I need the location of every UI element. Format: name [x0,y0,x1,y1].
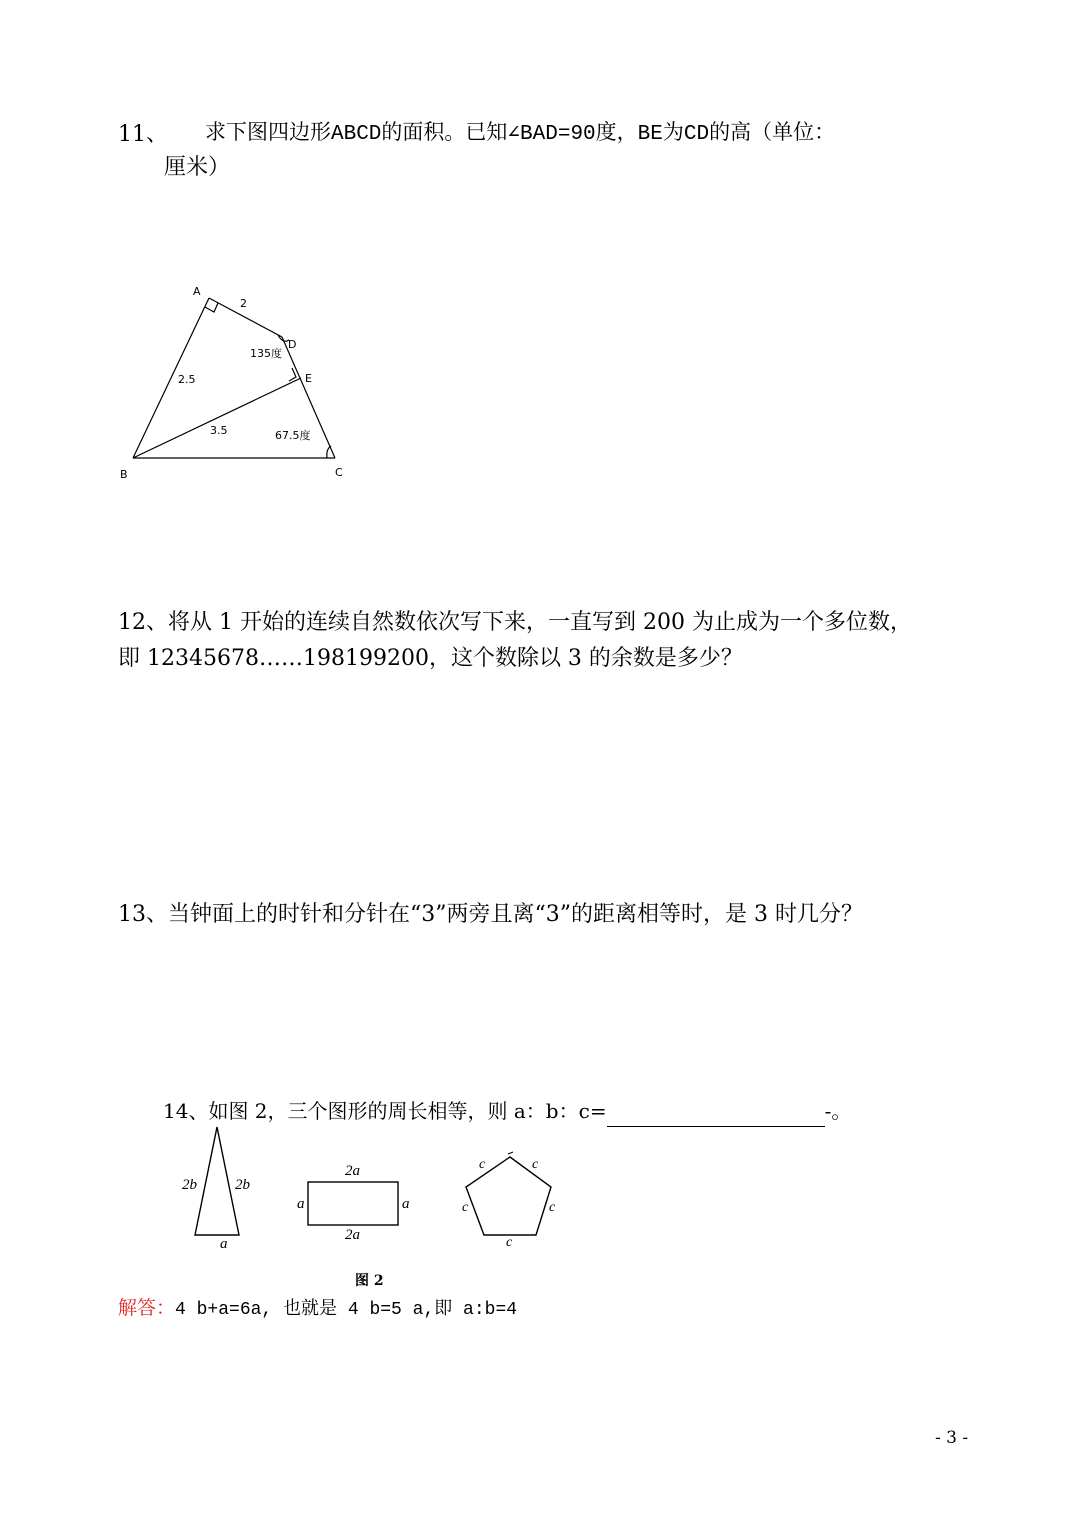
label-be-length: 3.5 [210,424,228,437]
rectangle-shape [308,1182,398,1225]
label-ad-length: 2 [240,297,247,310]
answer-line [118,1293,517,1320]
q13-text: 13、当钟面上的时针和分针在“3”两旁且离“3”的距离相等时，是 3 时几分？ [118,902,863,927]
q14-text: 14、如图 2，三个图形的周长相等，则 a：b：c= [163,1099,607,1123]
label-a: A [193,285,201,298]
page-number: - 3 - [935,1428,969,1448]
pent-label-tl: c [479,1157,486,1172]
q11-text-cont: 厘米） [164,155,231,180]
q12-line1: 12、将从 1 开始的连续自然数依次写下来，一直写到 200 为止成为一个多位数， [118,610,912,635]
answer-label: 解答： [118,1297,176,1319]
q12-line2: 即 12345678……198199200，这个数除以 3 的余数是多少？ [118,646,743,671]
pentagon-tick [508,1152,513,1154]
pent-label-tr: c [532,1157,539,1172]
tri-left-label: 2b [182,1177,197,1193]
rect-left-label: a [297,1196,305,1212]
rect-right-label: a [402,1196,410,1212]
label-ab-length: 2.5 [178,373,196,386]
rect-bottom-label: 2a [345,1227,360,1243]
triangle-shape [195,1127,239,1235]
label-angle-c: 67.5度 [275,429,311,442]
label-b: B [120,468,128,481]
pent-label-r: c [549,1200,556,1215]
q11-number: 11、 [118,122,168,147]
q11-text: 求下图四边形ABCD的面积。已知∠BAD=90度，BE为CD的高（单位： [205,123,836,146]
answer-text: 4 b+a=6a, 也就是 4 b=5 a,即 a:b=4 [175,1300,518,1320]
label-d: D [288,338,297,351]
pent-label-b: c [506,1235,513,1250]
q14-suffix: -。 [824,1099,852,1123]
figure-caption: 图 2 [355,1273,384,1289]
label-c: C [335,466,343,479]
tri-base-label: a [220,1236,228,1252]
pent-label-l: c [462,1200,469,1215]
label-angle-d: 135度 [250,347,282,360]
label-e: E [305,372,312,385]
rect-top-label: 2a [345,1163,360,1179]
tri-right-label: 2b [235,1177,250,1193]
